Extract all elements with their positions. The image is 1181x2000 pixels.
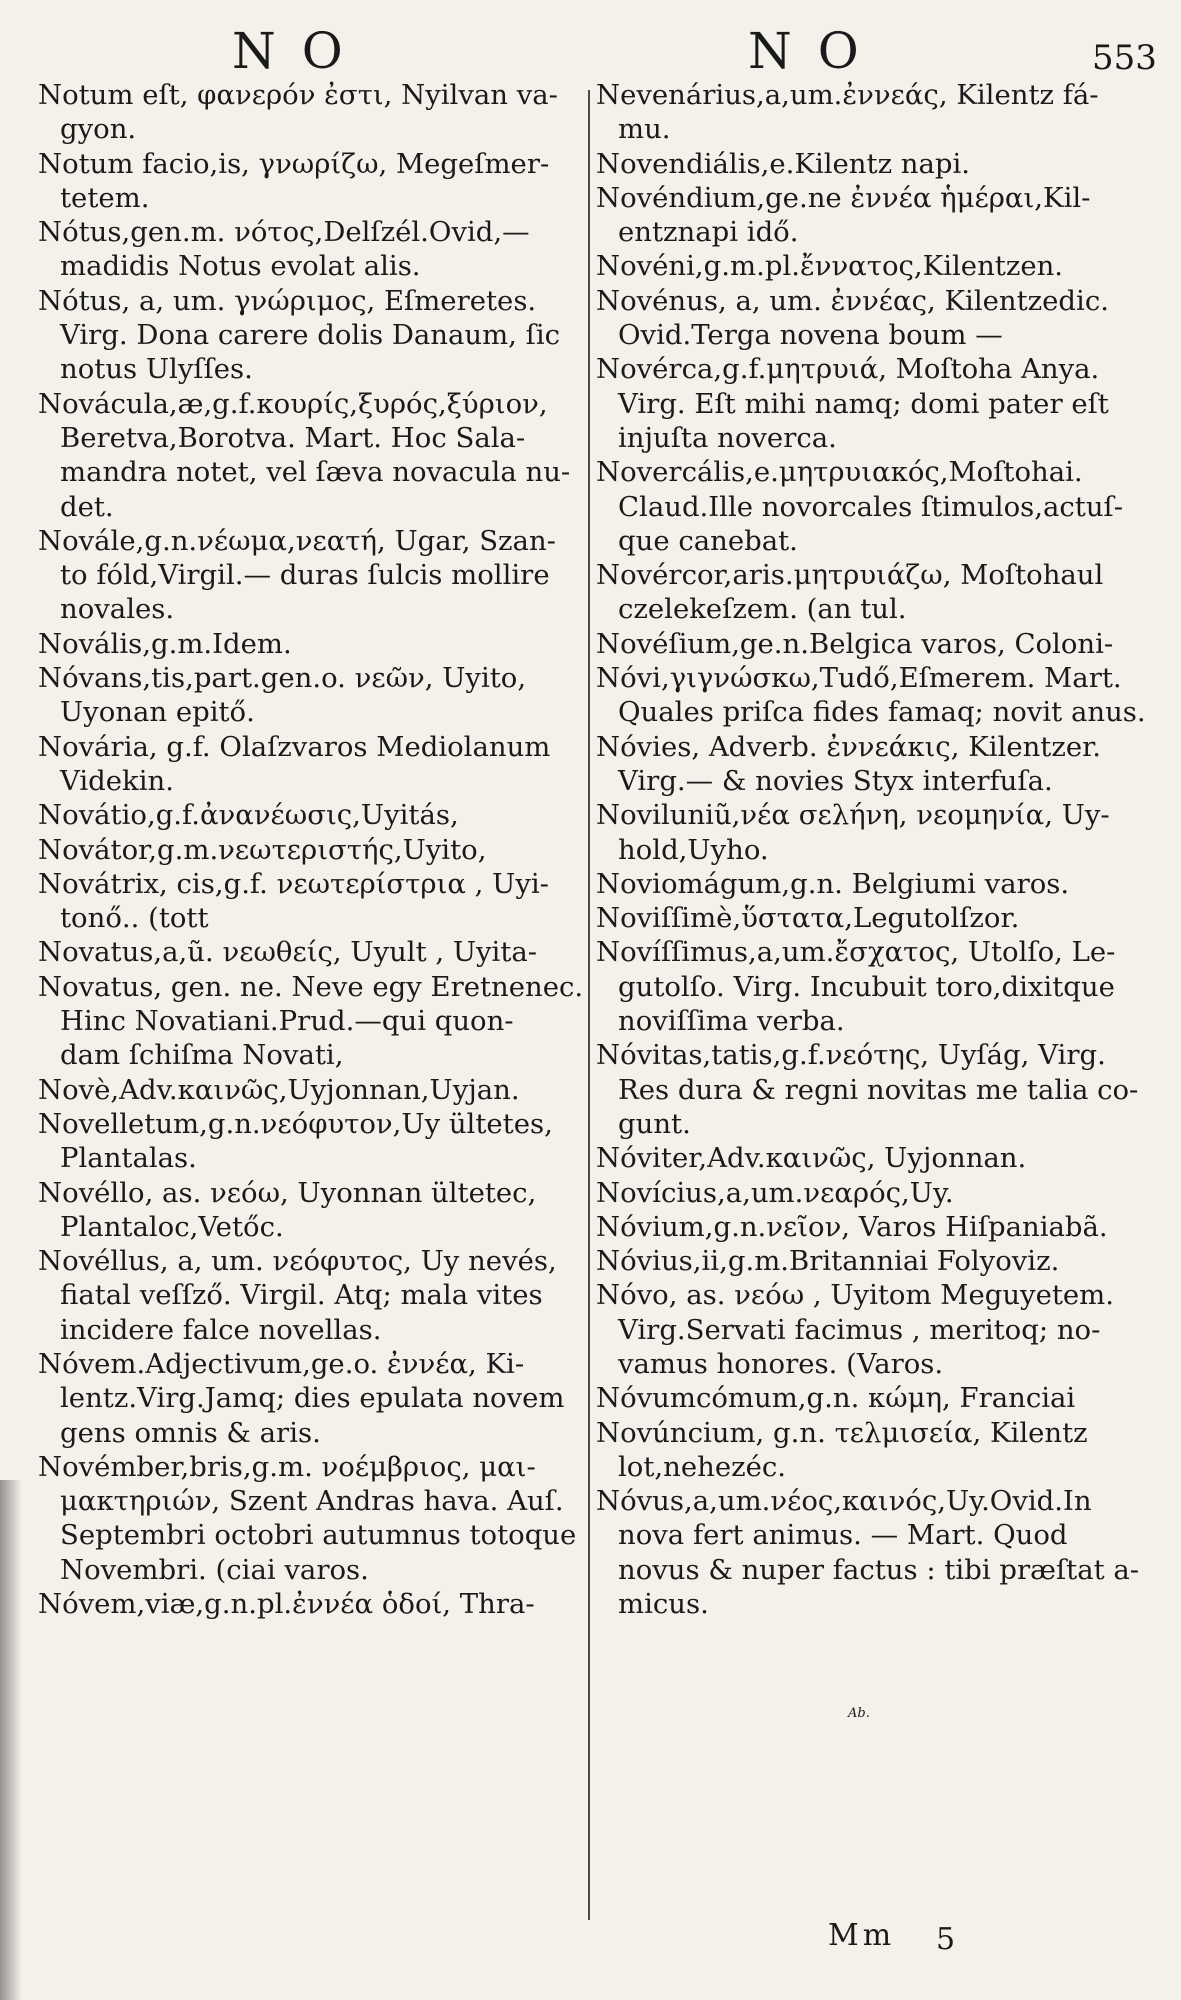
entry-headword-line: Notum eſt, φανερόν ἐστι, Nyilvan va- bbox=[38, 79, 558, 111]
dictionary-entry bbox=[596, 558, 1152, 627]
dictionary-entry bbox=[596, 284, 1152, 353]
entry-continuation-line: Beretva,Borotva. Mart. Hoc Sala- bbox=[60, 421, 526, 454]
entry-continuation-line: tonő.. (tott bbox=[60, 902, 209, 935]
entry-continuation-line: fiatal veſſző. Virgil. Atq; mala vites bbox=[60, 1279, 543, 1312]
dictionary-entry bbox=[38, 1244, 584, 1347]
dictionary-entry bbox=[38, 627, 584, 661]
dictionary-entry bbox=[38, 215, 584, 284]
entry-continuation-line: dam ſchiſma Novati, bbox=[60, 1039, 344, 1072]
dictionary-entry bbox=[596, 1484, 1152, 1621]
right-column bbox=[596, 78, 1152, 1621]
entry-continuation-line: noviſſima verba. bbox=[618, 1005, 845, 1038]
entry-headword-line: Noviomágum,g.n. Belgiumi varos. bbox=[596, 867, 1070, 900]
entry-headword-line: Nóvans,tis,part.gen.o. νεῶν, Uyito, bbox=[38, 662, 527, 695]
entry-continuation-line: Quales priſca fides famaq; novit anus. bbox=[618, 696, 1146, 729]
entry-continuation-line: micus. bbox=[618, 1588, 709, 1621]
dictionary-entry bbox=[596, 1278, 1152, 1381]
entry-headword-line: Novércor,aris.μητρυιάζω, Moſtohaul bbox=[596, 559, 1104, 592]
dictionary-entry bbox=[38, 661, 584, 730]
entry-headword-line: Nóvem,viæ,g.n.pl.ἐννέα ὁδοί, Thra- bbox=[38, 1588, 535, 1621]
entry-continuation-line: Claud.Ille novorcales ſtimulos,actuſ- bbox=[618, 490, 1124, 523]
entry-continuation-line: nova fert animus. — Mart. Quod bbox=[618, 1519, 1068, 1552]
marginal-note: Ab. bbox=[848, 1706, 870, 1721]
entry-continuation-line: mu. bbox=[618, 113, 671, 146]
entry-headword-line: Nótus,gen.m. νότος,Delſzél.Ovid,— bbox=[38, 216, 530, 249]
entry-headword-line: Novúncium, g.n. τελμισεία, Kilentz bbox=[596, 1416, 1088, 1449]
entry-headword-line: Novéni,g.m.pl.ἔννατος,Kilentzen. bbox=[596, 250, 1064, 283]
entry-continuation-line: lot,nehezéc. bbox=[618, 1450, 787, 1483]
entry-headword-line: Nóvitas,tatis,g.f.νεότης, Uyſág, Virg. bbox=[596, 1039, 1106, 1072]
entry-continuation-line: hold,Uyho. bbox=[618, 833, 769, 866]
dictionary-entry bbox=[596, 627, 1152, 661]
entry-continuation-line: gutolſo. Virg. Incubuit toro,dixitque bbox=[618, 970, 1115, 1003]
entry-headword-line: Novéllo, as. νεόω, Uyonnan ültetec, bbox=[38, 1176, 537, 1209]
dictionary-entry bbox=[38, 1073, 584, 1107]
dictionary-entry bbox=[596, 352, 1152, 455]
entry-headword-line: Novále,g.n.νέωμα,νεατή, Ugar, Szan- bbox=[38, 524, 556, 557]
dictionary-entry bbox=[38, 935, 584, 969]
binding-shadow bbox=[0, 1480, 22, 2000]
entry-headword-line: Novária, g.f. Olaſzvaros Mediolanum bbox=[38, 730, 551, 763]
signature-mark: Mm bbox=[828, 1918, 896, 1953]
entry-continuation-line: incidere falce novellas. bbox=[60, 1313, 382, 1346]
entry-continuation-line: que canebat. bbox=[618, 524, 798, 557]
entry-continuation-line: det. bbox=[60, 490, 114, 523]
dictionary-entry bbox=[596, 798, 1152, 867]
entry-continuation-line: Plantaloc,Vetőc. bbox=[60, 1210, 284, 1243]
entry-headword-line: Nóvi,γιγνώσκω,Tudő,Eſmerem. Mart. bbox=[596, 662, 1122, 695]
entry-headword-line: Notum facio,is, γνωρίζω, Megeſmer- bbox=[38, 147, 550, 180]
entry-continuation-line: μακτηριών, Szent Andras hava. Auſ. bbox=[60, 1485, 564, 1518]
left-column bbox=[38, 78, 584, 1621]
entry-continuation-line: Virg.— & novies Styx interfuſa. bbox=[618, 764, 1053, 797]
dictionary-entry bbox=[38, 284, 584, 387]
entry-headword-line: Novéndium,ge.ne ἐννέα ἡμέραι,Kil- bbox=[596, 181, 1091, 214]
dictionary-entry bbox=[38, 867, 584, 936]
entry-headword-line: Nóvumcómum,g.n. κώμη, Franciai bbox=[596, 1382, 1076, 1415]
entry-headword-line: Novátrix, cis,g.f. νεωτερίστρια , Uyi- bbox=[38, 867, 549, 900]
entry-headword-line: Nevenárius,a,um.ἐννεάς, Kilentz fá- bbox=[596, 79, 1099, 111]
entry-continuation-line: to fóld,Virgil.— duras ſulcis mollire bbox=[60, 559, 550, 592]
entry-continuation-line: novus & nuper factus : tibi præſtat a- bbox=[618, 1553, 1140, 1586]
entry-continuation-line: Uyonan epitő. bbox=[60, 696, 255, 729]
entry-continuation-line: Videkin. bbox=[60, 764, 174, 797]
dictionary-entry bbox=[596, 867, 1152, 901]
entry-headword-line: Novácula,æ,g.f.κουρίς,ξυρός,ξύριον, bbox=[38, 387, 548, 420]
entry-headword-line: Novè,Adv.καινῶς,Uyjonnan,Uyjan. bbox=[38, 1073, 520, 1106]
signature-number: 5 bbox=[936, 1922, 956, 1957]
entry-headword-line: Novícius,a,um.νεαρός,Uy. bbox=[596, 1176, 954, 1209]
entry-headword-line: Novénus, a, um. ἐννέας, Kilentzedic. bbox=[596, 284, 1109, 317]
entry-continuation-line: Virg.Servati facimus , meritoq; no- bbox=[618, 1313, 1101, 1346]
entry-headword-line: Nóvium,g.n.νεῖον, Varos Hiſpaniabã. bbox=[596, 1210, 1108, 1243]
entry-headword-line: Nóvies, Adverb. ἐννεάκις, Kilentzer. bbox=[596, 730, 1101, 763]
dictionary-entry bbox=[38, 1176, 584, 1245]
entry-headword-line: Novatus,a,ũ. νεωθείς, Uyult , Uyita- bbox=[38, 936, 538, 969]
entry-continuation-line: novales. bbox=[60, 593, 175, 626]
entry-continuation-line: gyon. bbox=[60, 113, 137, 146]
entry-headword-line: Nóvus,a,um.νέος,καινός,Uy.Ovid.In bbox=[596, 1485, 1092, 1518]
entry-headword-line: Novátor,g.m.νεωτεριστής,Uyito, bbox=[38, 833, 487, 866]
column-divider bbox=[588, 90, 590, 1920]
entry-headword-line: Novatus, gen. ne. Neve egy Eretnenec. bbox=[38, 970, 584, 1003]
entry-headword-line: Noviſſimè,ὕστατα,Legutolſzor. bbox=[596, 902, 1020, 935]
entry-continuation-line: lentz.Virg.Jamq; dies epulata novem bbox=[60, 1382, 565, 1415]
dictionary-entry bbox=[596, 455, 1152, 558]
entry-continuation-line: Plantalas. bbox=[60, 1142, 197, 1175]
dictionary-entry bbox=[596, 901, 1152, 935]
entry-continuation-line: injuſta noverca. bbox=[618, 421, 837, 454]
dictionary-entry bbox=[596, 1141, 1152, 1175]
entry-headword-line: Novelletum,g.n.νεόφυτον,Uy ültetes, bbox=[38, 1107, 553, 1140]
page-number: 553 bbox=[1092, 38, 1157, 78]
dictionary-entry bbox=[38, 147, 584, 216]
entry-continuation-line: mandra notet, vel ſæva novacula nu- bbox=[60, 456, 571, 489]
dictionary-entry bbox=[38, 1450, 584, 1587]
dictionary-entry bbox=[38, 833, 584, 867]
dictionary-entry bbox=[596, 1210, 1152, 1244]
entry-continuation-line: Res dura & regni novitas me talia co- bbox=[618, 1073, 1139, 1106]
entry-continuation-line: Virg. Dona carere dolis Danaum, ſic bbox=[60, 319, 561, 352]
dictionary-entry bbox=[38, 1347, 584, 1450]
dictionary-entry bbox=[596, 78, 1152, 147]
dictionary-entry bbox=[38, 798, 584, 832]
entry-continuation-line: Ovid.Terga novena boum — bbox=[618, 319, 1003, 352]
dictionary-entry bbox=[596, 1176, 1152, 1210]
entry-continuation-line: tetem. bbox=[60, 181, 150, 214]
dictionary-entry bbox=[38, 730, 584, 799]
dictionary-entry bbox=[596, 181, 1152, 250]
entry-continuation-line: czelekeſzem. (an tul. bbox=[618, 593, 907, 626]
dictionary-entry bbox=[38, 970, 584, 1073]
entry-headword-line: Novercális,e.μητρυιακός,Moſtohai. bbox=[596, 456, 1083, 489]
entry-headword-line: Novális,g.m.Idem. bbox=[38, 627, 292, 660]
entry-headword-line: Nótus, a, um. γνώριμος, Eſmeretes. bbox=[38, 284, 537, 317]
dictionary-entry bbox=[38, 78, 584, 147]
dictionary-entry bbox=[596, 1244, 1152, 1278]
entry-headword-line: Novérca,g.f.μητρυιά, Moſtoha Anya. bbox=[596, 353, 1100, 386]
entry-continuation-line: gunt. bbox=[618, 1107, 691, 1140]
entry-continuation-line: entznapi idő. bbox=[618, 216, 799, 249]
dictionary-entry bbox=[596, 147, 1152, 181]
entry-headword-line: Nóvo, as. νεόω , Uyitom Meguyetem. bbox=[596, 1279, 1114, 1312]
entry-headword-line: Novémber,bris,g.m. νοέμβριος, μαι- bbox=[38, 1450, 536, 1483]
entry-headword-line: Nóvius,ii,g.m.Britanniai Folyoviz. bbox=[596, 1245, 1060, 1278]
entry-headword-line: Novíſſimus,a,um.ἔσχατος, Utolſo, Le- bbox=[596, 936, 1116, 969]
entry-headword-line: Noviluniũ,νέα σελήνη, νεομηνία, Uy- bbox=[596, 799, 1110, 832]
entry-continuation-line: Hinc Novatiani.Prud.—qui quon- bbox=[60, 1005, 514, 1038]
running-head-right: NO bbox=[748, 22, 885, 80]
dictionary-entry bbox=[596, 730, 1152, 799]
dictionary-entry bbox=[38, 524, 584, 627]
dictionary-entry bbox=[596, 1416, 1152, 1485]
entry-continuation-line: madidis Notus evolat alis. bbox=[60, 250, 421, 283]
entry-headword-line: Nóviter,Adv.καινῶς, Uyjonnan. bbox=[596, 1142, 1027, 1175]
entry-headword-line: Nóvem.Adjectivum,ge.o. ἐννέα, Ki- bbox=[38, 1347, 525, 1380]
entry-continuation-line: Virg. Eſt mihi namq; domi pater eſt bbox=[618, 387, 1109, 420]
dictionary-entry bbox=[596, 935, 1152, 1038]
entry-continuation-line: vamus honores. (Varos. bbox=[618, 1347, 944, 1380]
dictionary-entry bbox=[596, 1381, 1152, 1415]
entry-continuation-line: Septembri octobri autumnus totoque bbox=[60, 1519, 577, 1552]
entry-continuation-line: gens omnis & aris. bbox=[60, 1416, 321, 1449]
dictionary-entry bbox=[596, 661, 1152, 730]
entry-headword-line: Novendiális,e.Kilentz napi. bbox=[596, 147, 971, 180]
dictionary-entry bbox=[596, 249, 1152, 283]
dictionary-entry bbox=[38, 1587, 584, 1621]
running-head-left: NO bbox=[232, 22, 369, 80]
entry-continuation-line: Novembri. (ciai varos. bbox=[60, 1553, 369, 1586]
dictionary-entry bbox=[38, 387, 584, 524]
entry-headword-line: Novéſium,ge.n.Belgica varos, Coloni- bbox=[596, 627, 1114, 660]
entry-continuation-line: notus Ulyſſes. bbox=[60, 353, 253, 386]
dictionary-entry bbox=[596, 1038, 1152, 1141]
entry-headword-line: Novátio,g.f.ἀνανέωσις,Uyitás, bbox=[38, 799, 459, 832]
entry-headword-line: Novéllus, a, um. νεόφυτος, Uy nevés, bbox=[38, 1245, 557, 1278]
dictionary-entry bbox=[38, 1107, 584, 1176]
